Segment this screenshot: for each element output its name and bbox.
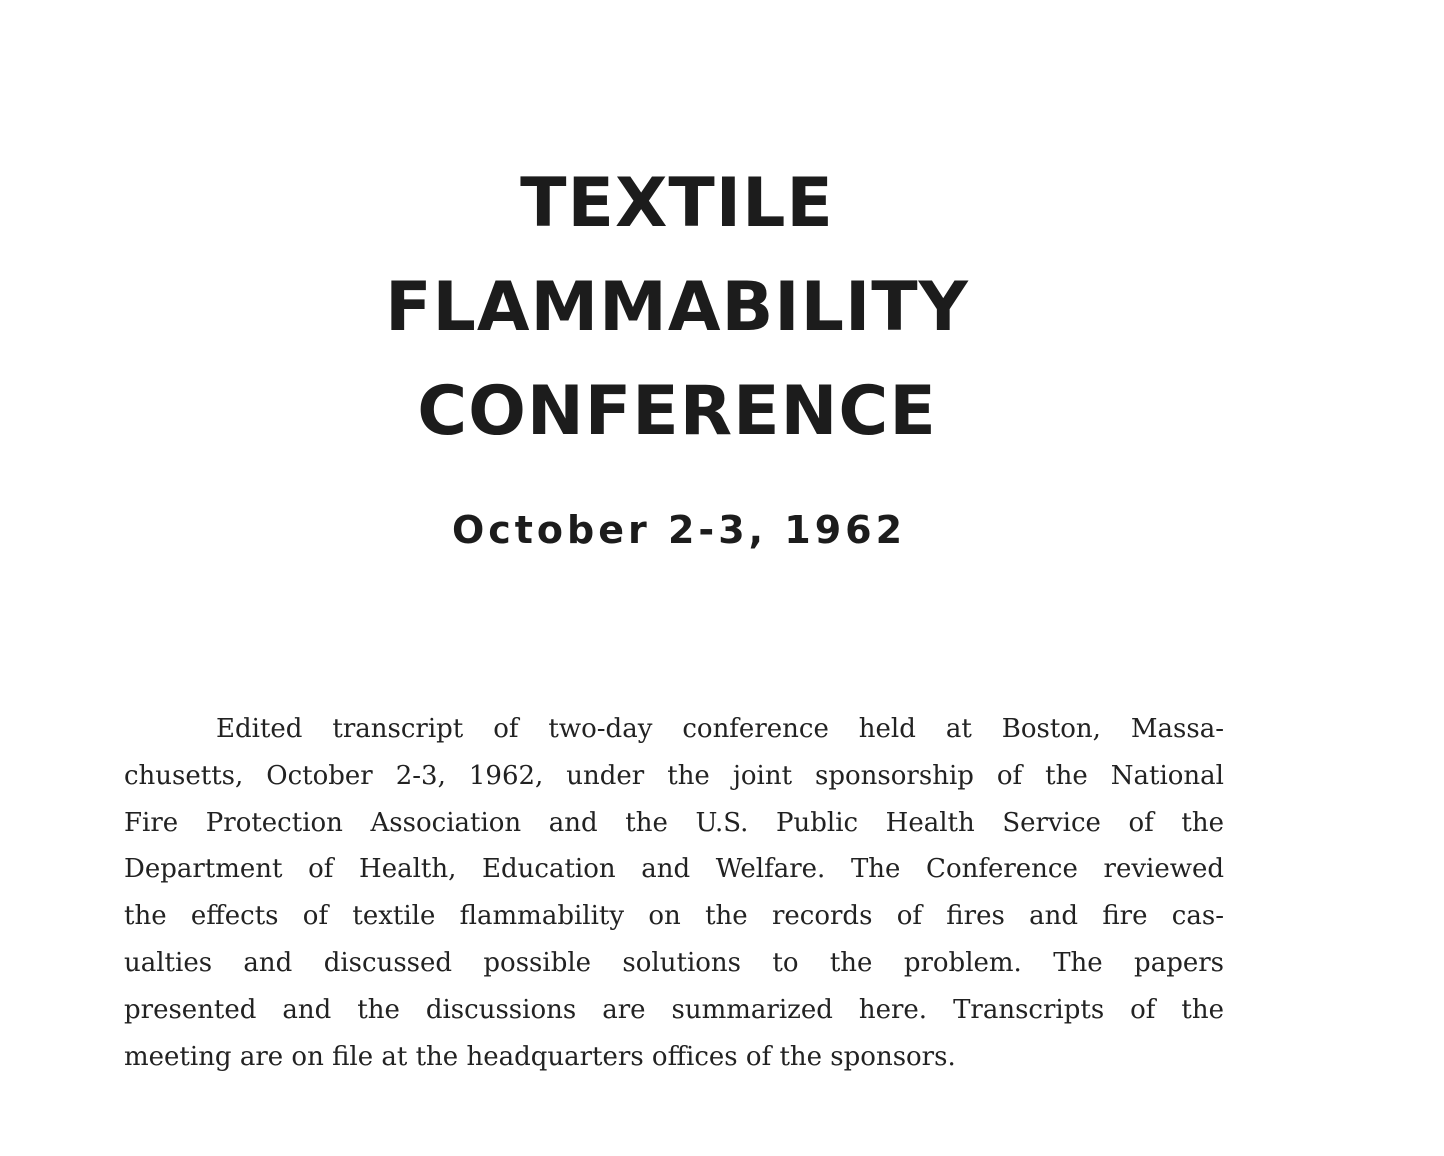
paragraph-line-2: chusetts, October 2-3, 1962, under the joint sponsorship of the National (124, 760, 1224, 791)
paragraph-line-7: presented and the discussions are summarized here. Transcripts of the (124, 994, 1224, 1025)
paragraph-line-3: Fire Protection Association and the U.S. Public Health Service of the (124, 807, 1224, 838)
title-line-1: TEXTILE (520, 164, 834, 243)
paragraph-line-8: meeting are on file at the headquarters offices of the sponsors. (124, 1041, 956, 1072)
document-title (0, 152, 1354, 464)
title-line-3: CONFERENCE (417, 372, 937, 451)
paragraph-line-4: Department of Health, Education and Welfare. The Conference reviewed (124, 854, 1224, 885)
description-paragraph (124, 706, 1224, 1080)
paragraph-line-5: the effects of textile flammability on the records of fires and fire cas- (124, 901, 1224, 932)
paragraph-line-1: Edited transcript of two-day conference held at Boston, Massa- (216, 714, 1224, 744)
paragraph-line-6: ualties and discussed possible solutions to the problem. The papers (124, 947, 1224, 978)
title-line-2: FLAMMABILITY (385, 268, 969, 347)
conference-date: October 2-3, 1962 (451, 508, 907, 552)
